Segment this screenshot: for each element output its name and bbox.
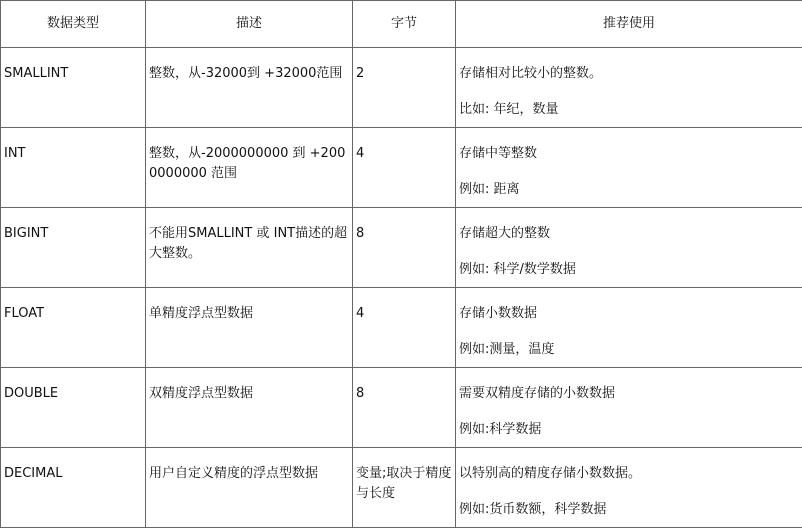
use-text: 存储小数数据	[459, 306, 538, 321]
table-row	[1, 368, 802, 448]
example-text: 例如:科学数据	[459, 422, 542, 437]
cell-bytes	[353, 128, 456, 208]
table-row	[1, 448, 802, 528]
use-content	[456, 48, 802, 120]
bytes-text: 变量;取决于精度与长度	[356, 466, 452, 501]
cell-use	[456, 208, 802, 288]
use-text: 存储超大的整数	[459, 226, 551, 241]
cell-use	[456, 448, 802, 528]
cell-description	[146, 368, 353, 448]
cell-bytes	[353, 288, 456, 368]
example-text: 比如: 年纪，数量	[459, 102, 559, 117]
use-content	[456, 288, 802, 360]
description-text: 整数，从-32000到 +32000范围	[149, 66, 343, 81]
bytes-text: 4	[356, 146, 365, 161]
use-content	[456, 208, 802, 280]
cell-bytes	[353, 368, 456, 448]
header-bytes: 字节	[353, 1, 456, 48]
type-text: SMALLINT	[4, 66, 69, 81]
header-data-type: 数据类型	[1, 1, 146, 48]
cell-use	[456, 368, 802, 448]
table-row	[1, 288, 802, 368]
use-text: 存储中等整数	[459, 146, 538, 161]
cell-type	[1, 128, 146, 208]
table-row	[1, 208, 802, 288]
cell-description	[146, 288, 353, 368]
cell-use	[456, 288, 802, 368]
use-content	[456, 128, 802, 200]
type-text: DECIMAL	[4, 466, 63, 481]
description-text: 整数，从-2000000000 到 +2000000000 范围	[149, 146, 346, 181]
use-text: 以特别高的精度存储小数数据。	[459, 466, 642, 481]
cell-bytes	[353, 448, 456, 528]
type-text: INT	[4, 146, 26, 161]
cell-type	[1, 368, 146, 448]
cell-description	[146, 48, 353, 128]
use-text: 需要双精度存储的小数数据	[459, 386, 616, 401]
bytes-text: 2	[356, 66, 365, 81]
table-row	[1, 128, 802, 208]
header-description: 描述	[146, 1, 353, 48]
use-content	[456, 368, 802, 440]
description-text: 不能用SMALLINT 或 INT描述的超大整数。	[149, 226, 348, 261]
use-content	[456, 448, 802, 520]
example-text: 例如:测量，温度	[459, 342, 555, 357]
cell-type	[1, 48, 146, 128]
example-text: 例如:货币数额，科学数据	[459, 502, 607, 517]
cell-use	[456, 128, 802, 208]
cell-bytes	[353, 208, 456, 288]
example-text: 例如: 距离	[459, 182, 520, 197]
cell-description	[146, 128, 353, 208]
cell-description	[146, 208, 353, 288]
cell-type	[1, 448, 146, 528]
type-text: DOUBLE	[4, 386, 59, 401]
cell-use	[456, 48, 802, 128]
header-recommended-use: 推荐使用	[456, 1, 802, 48]
bytes-text: 8	[356, 226, 365, 241]
description-text: 双精度浮点型数据	[149, 386, 254, 401]
description-text: 单精度浮点型数据	[149, 306, 254, 321]
type-text: BIGINT	[4, 226, 49, 241]
description-text: 用户自定义精度的浮点型数据	[149, 466, 319, 481]
type-text: FLOAT	[4, 306, 45, 321]
bytes-text: 8	[356, 386, 365, 401]
cell-bytes	[353, 48, 456, 128]
cell-type	[1, 288, 146, 368]
example-text: 例如: 科学/数学数据	[459, 262, 576, 277]
use-text: 存储相对比较小的整数。	[459, 66, 603, 81]
bytes-text: 4	[356, 306, 365, 321]
table-header-row	[1, 1, 802, 48]
cell-type	[1, 208, 146, 288]
table-row	[1, 48, 802, 128]
cell-description	[146, 448, 353, 528]
